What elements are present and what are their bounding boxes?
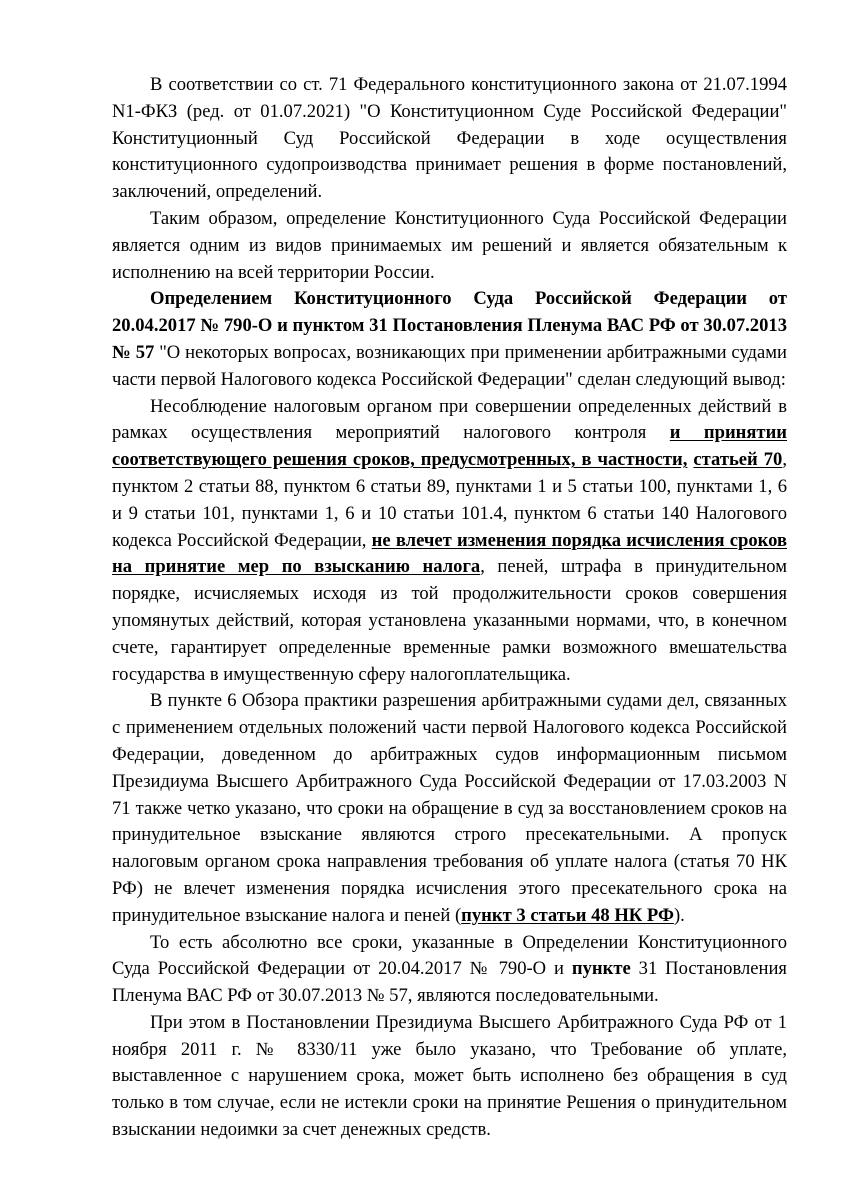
paragraph-6: [112, 930, 787, 1010]
paragraph-4-text-a: Несоблюдение налоговым органом при совершении определенных действий в рамках осуществления мероприятий налогового контроля: [112, 395, 787, 444]
emphasis-punkte: пункте: [571, 958, 631, 980]
paragraph-5-text-c: ).: [673, 904, 685, 926]
paragraph-4-text-g: , пеней, штрафа в принудительном порядке, исчисляемых исходя из той продолжительности сроков совершения упомянутых действий, которая установлена указанными нормами, что, в конечном счете, гарантирует определенные временные рамки возможного вмешательства государства в имущественную сферу налогоплательщика.: [112, 556, 788, 685]
paragraph-5: [112, 688, 787, 929]
emphasis-terms: и принятии соответствующего решения сроков, предусмотренных, в частности,: [112, 422, 787, 471]
paragraph-6-text-c: 31 Постановления Пленума ВАС РФ от 30.07.2013 № 57, являются последовательными.: [112, 958, 787, 1007]
bold-citation: Определением Конституционного Суда Российской Федерации от 20.04.2017 № 790-О и пунктом 31 Постановления Пленума ВАС РФ от 30.07.2013 № 57: [112, 288, 787, 363]
paragraph-2: Таким образом, определение Конституционного Суда Российской Федерации является одним из видов принимаемых им решений и является обязательным к исполнению на всей территории России.: [112, 207, 787, 283]
paragraph-1: В соответствии со ст. 71 Федерального конституционного закона от 21.07.1994 N1-ФКЗ (ред. от 01.07.2021) "О Конституционном Суде Российской Федерации" Конституционный Суд Российской Федерации в ходе осуществления конституционного судопроизводства принимает решения в форме постановлений, заключений, определений.: [112, 74, 787, 203]
paragraph-7: При этом в Постановлении Президиума Высшего Арбитражного Суда РФ от 1 ноября 2011 г. № 8330/11 уже было указано, что Требование об уплате, выставленное с нарушением срока, может быть исполнено без обращения в суд только в том случае, если не истекли сроки на принятие Решения о принудительном взыскании недоимки за счет денежных средств.: [112, 1011, 787, 1141]
emphasis-article-48: пункт 3 статьи 48 НК РФ: [461, 904, 674, 926]
paragraph-5-text-a: В пункте 6 Обзора практики разрешения арбитражными судами дел, связанных с применением отдельных положений части первой Налогового кодекса Российской Федерации, доведенном до арбитражных судов информационным письмом Президиума Высшего Арбитражного Суда Российской Федерации от 17.03.2003 N 71 также четко указано, что сроки на обращение в суд за восстановлением сроков на принудительное взыскание являются строго пресекательными. А пропуск налоговым органом срока направления требования об уплате налога (статья 70 НК РФ) не влечет изменения порядка исчисления этого пресекательного срока на принудительное взыскание налога и пеней (: [112, 690, 787, 926]
paragraph-3-rest: "О некоторых вопросах, возникающих при применении арбитражными судами части первой Налогового кодекса Российской Федерации" сделан следующий вывод:: [112, 341, 787, 390]
paragraph-6-text-a: То есть абсолютно все сроки, указанные в Определении Конституционного Суда Российской Федерации от 20.04.2017 № 790-О и: [112, 931, 787, 980]
paragraph-4: [112, 394, 787, 689]
paragraph-4-text-e: , пунктом 2 статьи 88, пунктом 6 статьи 89, пунктами 1 и 5 статьи 100, пунктами 1, 6 и 9 статьи 101, пунктами 1, 6 и 10 статьи 101.4, пунктом 6 статьи 140 Налогового кодекса Российской Федерации,: [112, 449, 787, 551]
paragraph-3: [112, 286, 787, 393]
emphasis-article-70: статьей 70: [693, 449, 783, 471]
emphasis-conclusion: не влечет изменения порядка исчисления сроков на принятие мер по взысканию налога: [112, 529, 787, 578]
